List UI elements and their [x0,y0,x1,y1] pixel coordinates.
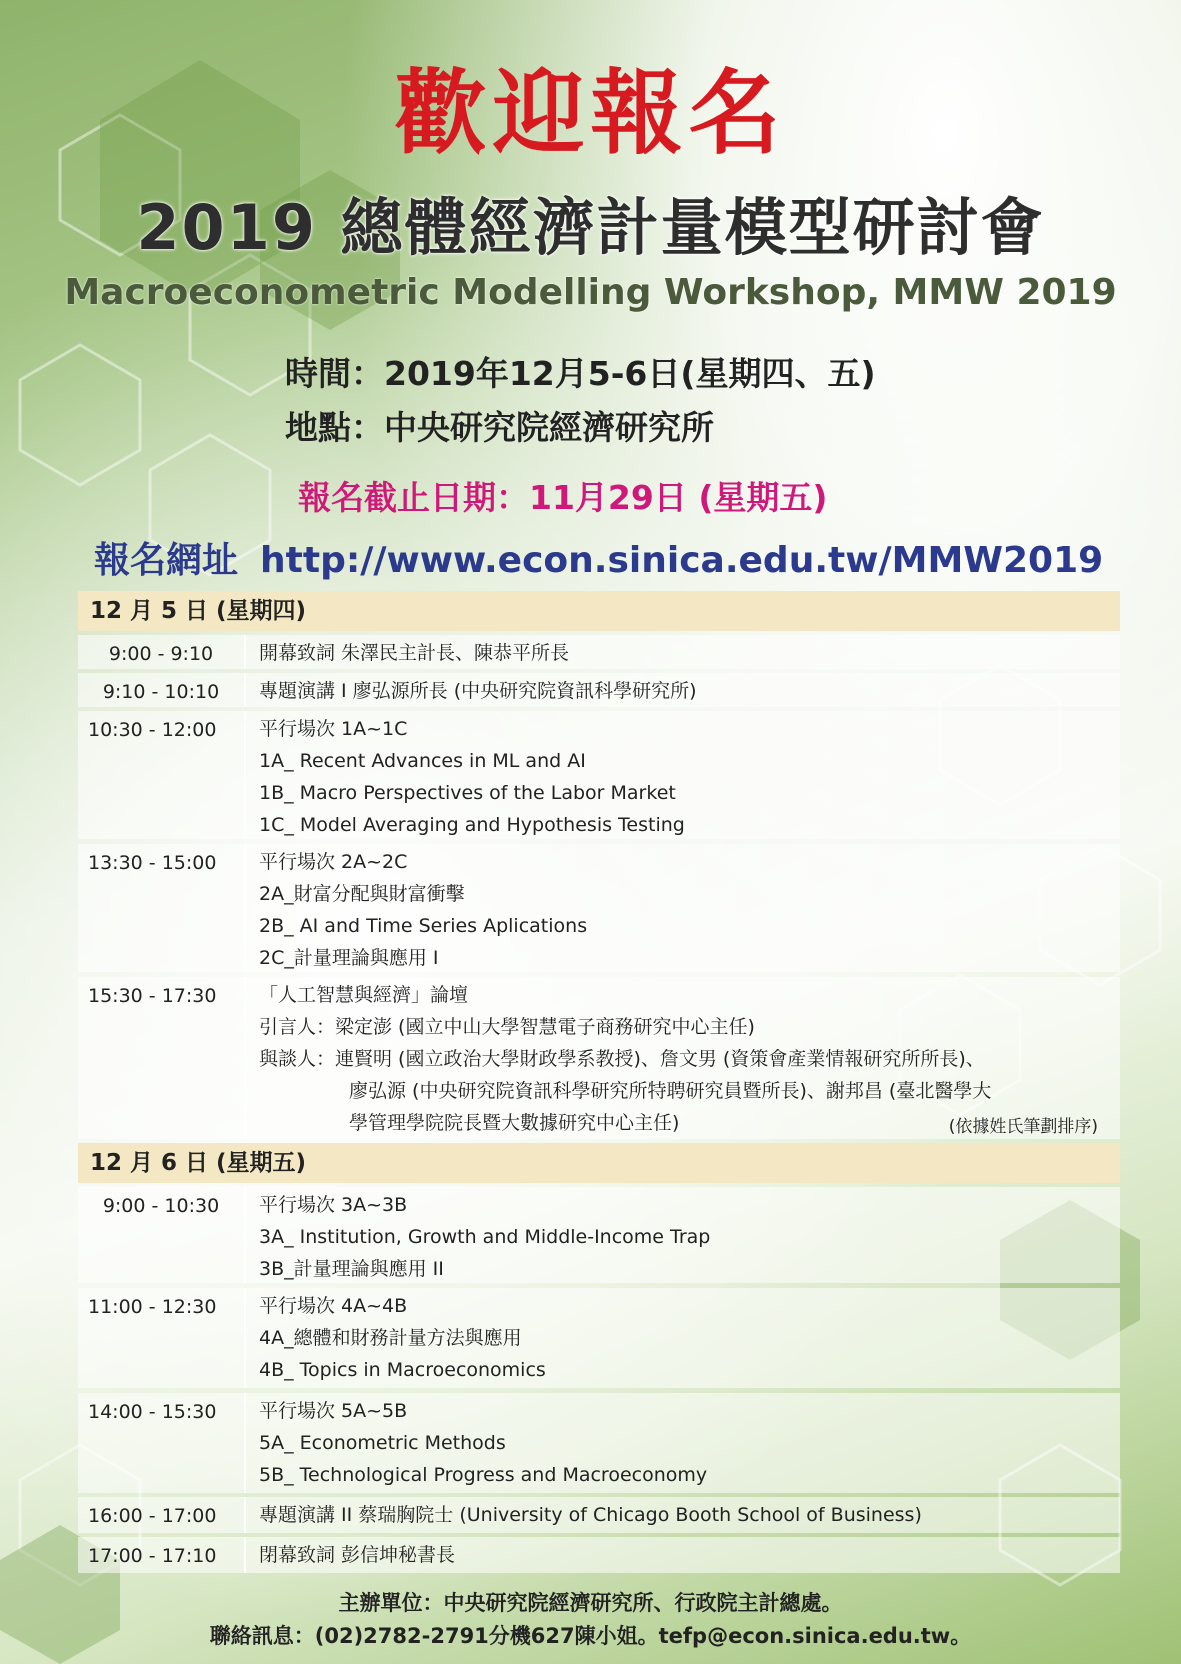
session-line: 專題演講 II 蔡瑞胸院士 (University of Chicago Booth School of Business) [259,1504,922,1526]
day1-header: 12 月 5 日 (星期四) [78,591,1120,631]
contact-info: 聯絡訊息：(02)2782-2791分機627陳小姐。tefp@econ.sinica.edu.tw。 [209,1624,972,1648]
session-line: 平行場次 3A~3B [259,1194,408,1216]
schedule-row [78,1537,1120,1573]
schedule-row [78,635,1120,669]
session-line: 平行場次 4A~4B [259,1295,408,1317]
schedule-row [78,1497,1120,1533]
page-subtitle: Macroeconometric Modelling Workshop, MMW 2019 [64,272,1117,313]
schedule-row [78,844,1120,972]
event-place: 地點：中央研究院經濟研究所 [285,408,714,447]
session-time: 9:10 - 10:10 [78,673,246,707]
schedule-row [78,1288,1120,1388]
session-time: 13:30 - 15:00 [78,844,246,972]
session-line: 3B_計量理論與應用 II [259,1258,444,1280]
session-line: 4A_總體和財務計量方法與應用 [259,1327,522,1349]
session-line: 1C_ Model Averaging and Hypothesis Testing [259,814,685,836]
session-line: 廖弘源 (中央研究院資訊科學研究所特聘研究員暨所長)、謝邦昌 (臺北醫學大 [349,1080,992,1102]
session-time: 10:30 - 12:00 [78,711,246,839]
session-line: 2A_財富分配與財富衝擊 [259,883,465,905]
page-title: 2019 總體經濟計量模型研討會 [136,191,1045,264]
session-line: 5A_ Econometric Methods [259,1432,506,1454]
session-line: 平行場次 5A~5B [259,1400,408,1422]
schedule-row [78,1187,1120,1283]
registration-deadline: 報名截止日期：11月29日 (星期五) [298,478,828,517]
session-line: 3A_ Institution, Growth and Middle-Income Trap [259,1226,711,1248]
session-time: 9:00 - 10:30 [78,1187,246,1283]
ordering-note: (依據姓氏筆劃排序) [948,1117,1098,1137]
session-time: 17:00 - 17:10 [78,1537,246,1573]
session-line: 平行場次 1A~1C [259,718,408,740]
registration-line [94,532,1103,583]
session-line: 2C_計量理論與應用 I [259,947,439,969]
schedule-row [78,673,1120,707]
day2-header: 12 月 6 日 (星期五) [78,1143,1120,1183]
registration-label: 報名網址 [94,540,239,581]
session-line: 閉幕致詞 彭信坤秘書長 [259,1544,456,1566]
session-time: 11:00 - 12:30 [78,1288,246,1388]
session-line: 4B_ Topics in Macroeconomics [259,1359,546,1381]
session-line: 「人工智慧與經濟」論壇 [259,984,469,1006]
session-time: 16:00 - 17:00 [78,1497,246,1533]
session-line: 2B_ AI and Time Series Aplications [259,915,588,937]
session-time: 15:30 - 17:30 [78,977,246,1139]
session-time: 9:00 - 9:10 [78,635,246,669]
schedule-row [78,977,1120,1139]
organizers: 主辦單位：中央研究院經濟研究所、行政院主計總處。 [338,1591,843,1615]
session-line: 專題演講 I 廖弘源所長 (中央研究院資訊科學研究所) [259,680,697,702]
session-line: 開幕致詞 朱澤民主計長、陳恭平所長 [259,642,570,664]
event-time: 時間：2019年12月5-6日(星期四、五) [285,354,876,393]
welcome-heading: 歡迎報名 [394,60,787,167]
session-line: 1A_ Recent Advances in ML and AI [259,750,586,772]
session-line: 1B_ Macro Perspectives of the Labor Market [259,782,676,804]
session-line: 學管理學院院長暨大數據研究中心主任) [349,1112,680,1134]
session-time: 14:00 - 15:30 [78,1393,246,1493]
session-line: 5B_ Technological Progress and Macroeconomy [259,1464,708,1486]
session-line: 平行場次 2A~2C [259,851,408,873]
schedule-row [78,1393,1120,1493]
registration-link[interactable]: http://www.econ.sinica.edu.tw/MMW2019 [260,540,1104,581]
schedule-row [78,711,1120,839]
session-line: 與談人：連賢明 (國立政治大學財政學系教授)、詹文男 (資策會產業情報研究所所長)、 [259,1048,985,1070]
session-line: 引言人：梁定澎 (國立中山大學智慧電子商務研究中心主任) [259,1016,755,1038]
